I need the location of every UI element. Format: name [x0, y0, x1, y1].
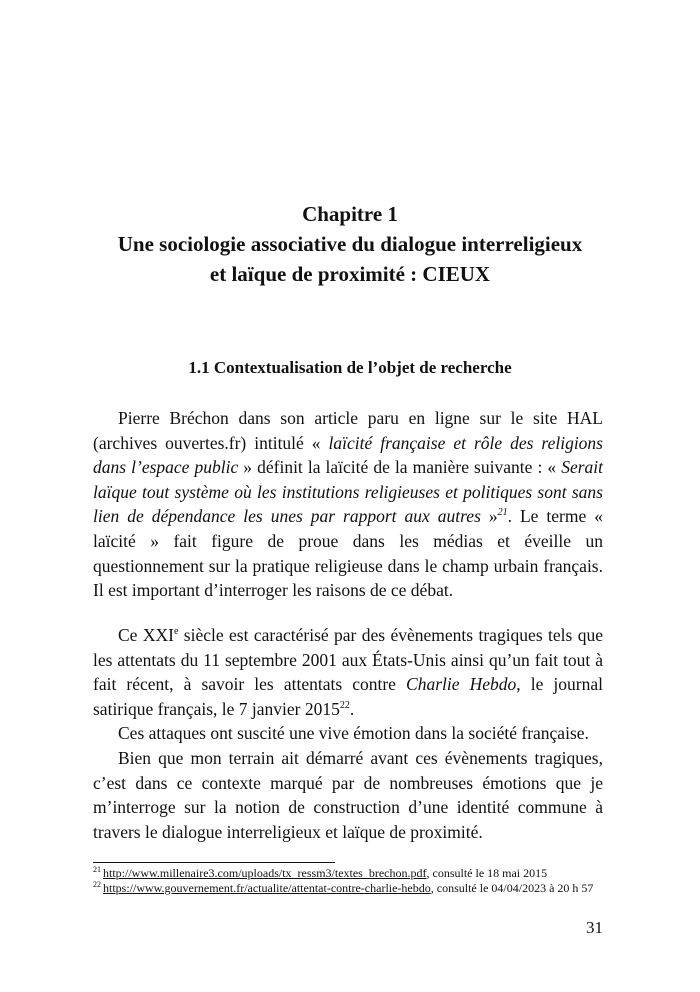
footnote-ref-21: 21 [497, 507, 508, 519]
paragraph-2: Ce XXIe siècle est caractérisé par des évènements tragiques tels que les attentats du 11 septembre 2001 aux États-Unis ainsi qu’un fait tout à fait récent, à savoir les attentats contre Charlie Hebdo, le journal satirique français, le 7 janvier 2015$^{22}$. [93, 625, 603, 719]
article-title: laïcité française et rôle des religions dans l’espace public [93, 432, 603, 478]
chapter-title-line-2: et laïque de proximité : CIEUX [209, 262, 491, 286]
paragraph-group-2 [93, 623, 603, 844]
quotation: Serait laïque tout système où les institutions religieuses et politiques sont sans lien de dépendance les unes par rapport aux autres [93, 457, 603, 527]
page-number: 31 [586, 918, 603, 937]
footnotes [93, 866, 603, 896]
chapter-title-line-1: Une sociologie associative du dialogue interreligieux [117, 232, 583, 256]
charlie-hebdo: Charlie Hebdo [406, 674, 517, 695]
footnote-22-link[interactable]: https://www.gouvernement.fr/actualite/attentat-contre-charlie-hebdo [103, 881, 431, 895]
footnote-divider [93, 862, 335, 863]
chapter-heading [0, 199, 700, 289]
footnote-21-link[interactable]: http://www.millenaire3.com/uploads/tx_ressm3/textes_brechon.pdf [103, 866, 427, 880]
section-title: 1.1 Contextualisation de l’objet de recherche [188, 358, 512, 377]
paragraph-1: Pierre Bréchon dans son article paru en ligne sur le site HAL (archives ouvertes.fr) intitulé « laïcité française et rôle des religions dans l’espace public » définit la laïcité de la manière suivante : « Serait laïque tout système où les institutions religieuses et politiques sont sans lien de dépendance les unes par rapport aux autres »$^{21}$. Le terme « laïcité » fait figure de proue dans les médias et éveille un questionnement sur la pratique religieuse dans le champ urbain français. Il est important d’interroger les raisons de ce débat. [93, 408, 603, 601]
paragraph-4: Bien que mon terrain ait démarré avant ces évènements tragiques, c’est dans ce contexte marqué par de nombreuses émotions que je m’interroge sur la notion de construction d’une identité commune à travers le dialogue interreligieux et laïque de proximité. [93, 747, 603, 842]
chapter-number: Chapitre 1 [302, 202, 398, 226]
paragraph-3: Ces attaques ont suscité une vive émotion dans la société française. [118, 723, 589, 744]
footnote-21: $^{21}$ http://www.millenaire3.com/uploads/tx_ressm3/textes_brechon.pdf, consulté le 18 mai 2015 [93, 865, 548, 880]
footnote-22: $^{22}$ https://www.gouvernement.fr/actualite/attentat-contre-charlie-hebdo, consulté le 04/04/2023 à 20 h 57 [93, 880, 594, 895]
footnote-ref-22: 22 [339, 699, 350, 711]
